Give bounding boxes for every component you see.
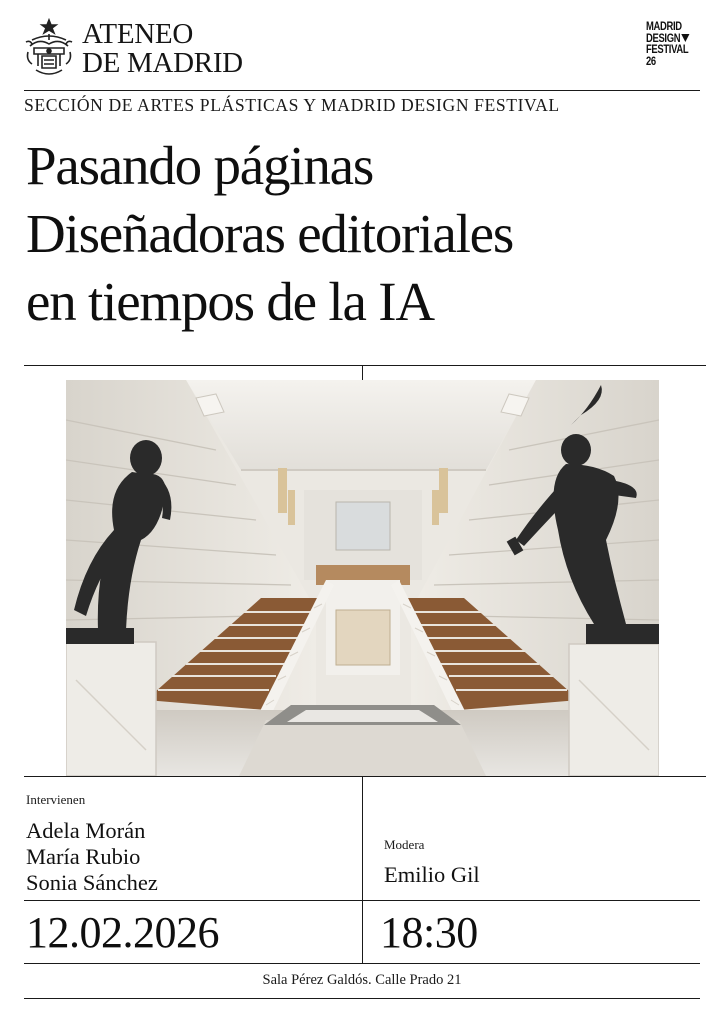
ateneo-crest-icon xyxy=(24,18,74,78)
moderator-label: Modera xyxy=(384,837,425,852)
divider-photo xyxy=(24,776,706,777)
divider-bottom xyxy=(24,998,700,999)
festival-logo xyxy=(646,22,689,68)
staircase-photo xyxy=(66,380,659,776)
divider-vertical-bottom xyxy=(362,776,363,964)
event-date: 12.02.2026 xyxy=(26,908,219,957)
page-title xyxy=(26,132,716,336)
event-time: 18:30 xyxy=(380,908,478,957)
speaker-name: Sonia Sánchez xyxy=(26,870,158,895)
triangle-down-icon xyxy=(681,34,689,42)
title-line3: en tiempos de la IA xyxy=(26,271,434,332)
title-line2: Diseñadoras editoriales xyxy=(26,203,514,264)
festival-logo-line4: 26 xyxy=(646,55,656,68)
speakers-list xyxy=(26,818,158,896)
divider-top xyxy=(24,90,700,91)
institution-name xyxy=(82,20,243,78)
event-venue: Sala Pérez Galdós. Calle Prado 21 xyxy=(262,972,462,988)
divider-title xyxy=(24,365,706,366)
section-heading: SECCIÓN DE ARTES PLÁSTICAS Y MADRID DESIGN FESTIVAL xyxy=(24,95,560,115)
divider-vertical-top xyxy=(362,365,363,381)
speaker-name: María Rubio xyxy=(26,844,141,869)
speakers-label: Intervienen xyxy=(26,792,86,807)
divider-datetime-bottom xyxy=(24,963,700,964)
title-line1: Pasando páginas xyxy=(26,135,374,196)
moderator-name: Emilio Gil xyxy=(384,862,480,887)
divider-datetime-top xyxy=(24,900,700,901)
festival-logo-line1: MADRID xyxy=(646,21,682,33)
festival-logo-line3: FESTIVAL xyxy=(646,44,689,56)
institution-line2: DE MADRID xyxy=(82,47,243,79)
speaker-name: Adela Morán xyxy=(26,818,146,843)
institution-line1: ATENEO xyxy=(82,18,193,50)
festival-logo-line2: DESIGN xyxy=(646,32,681,45)
